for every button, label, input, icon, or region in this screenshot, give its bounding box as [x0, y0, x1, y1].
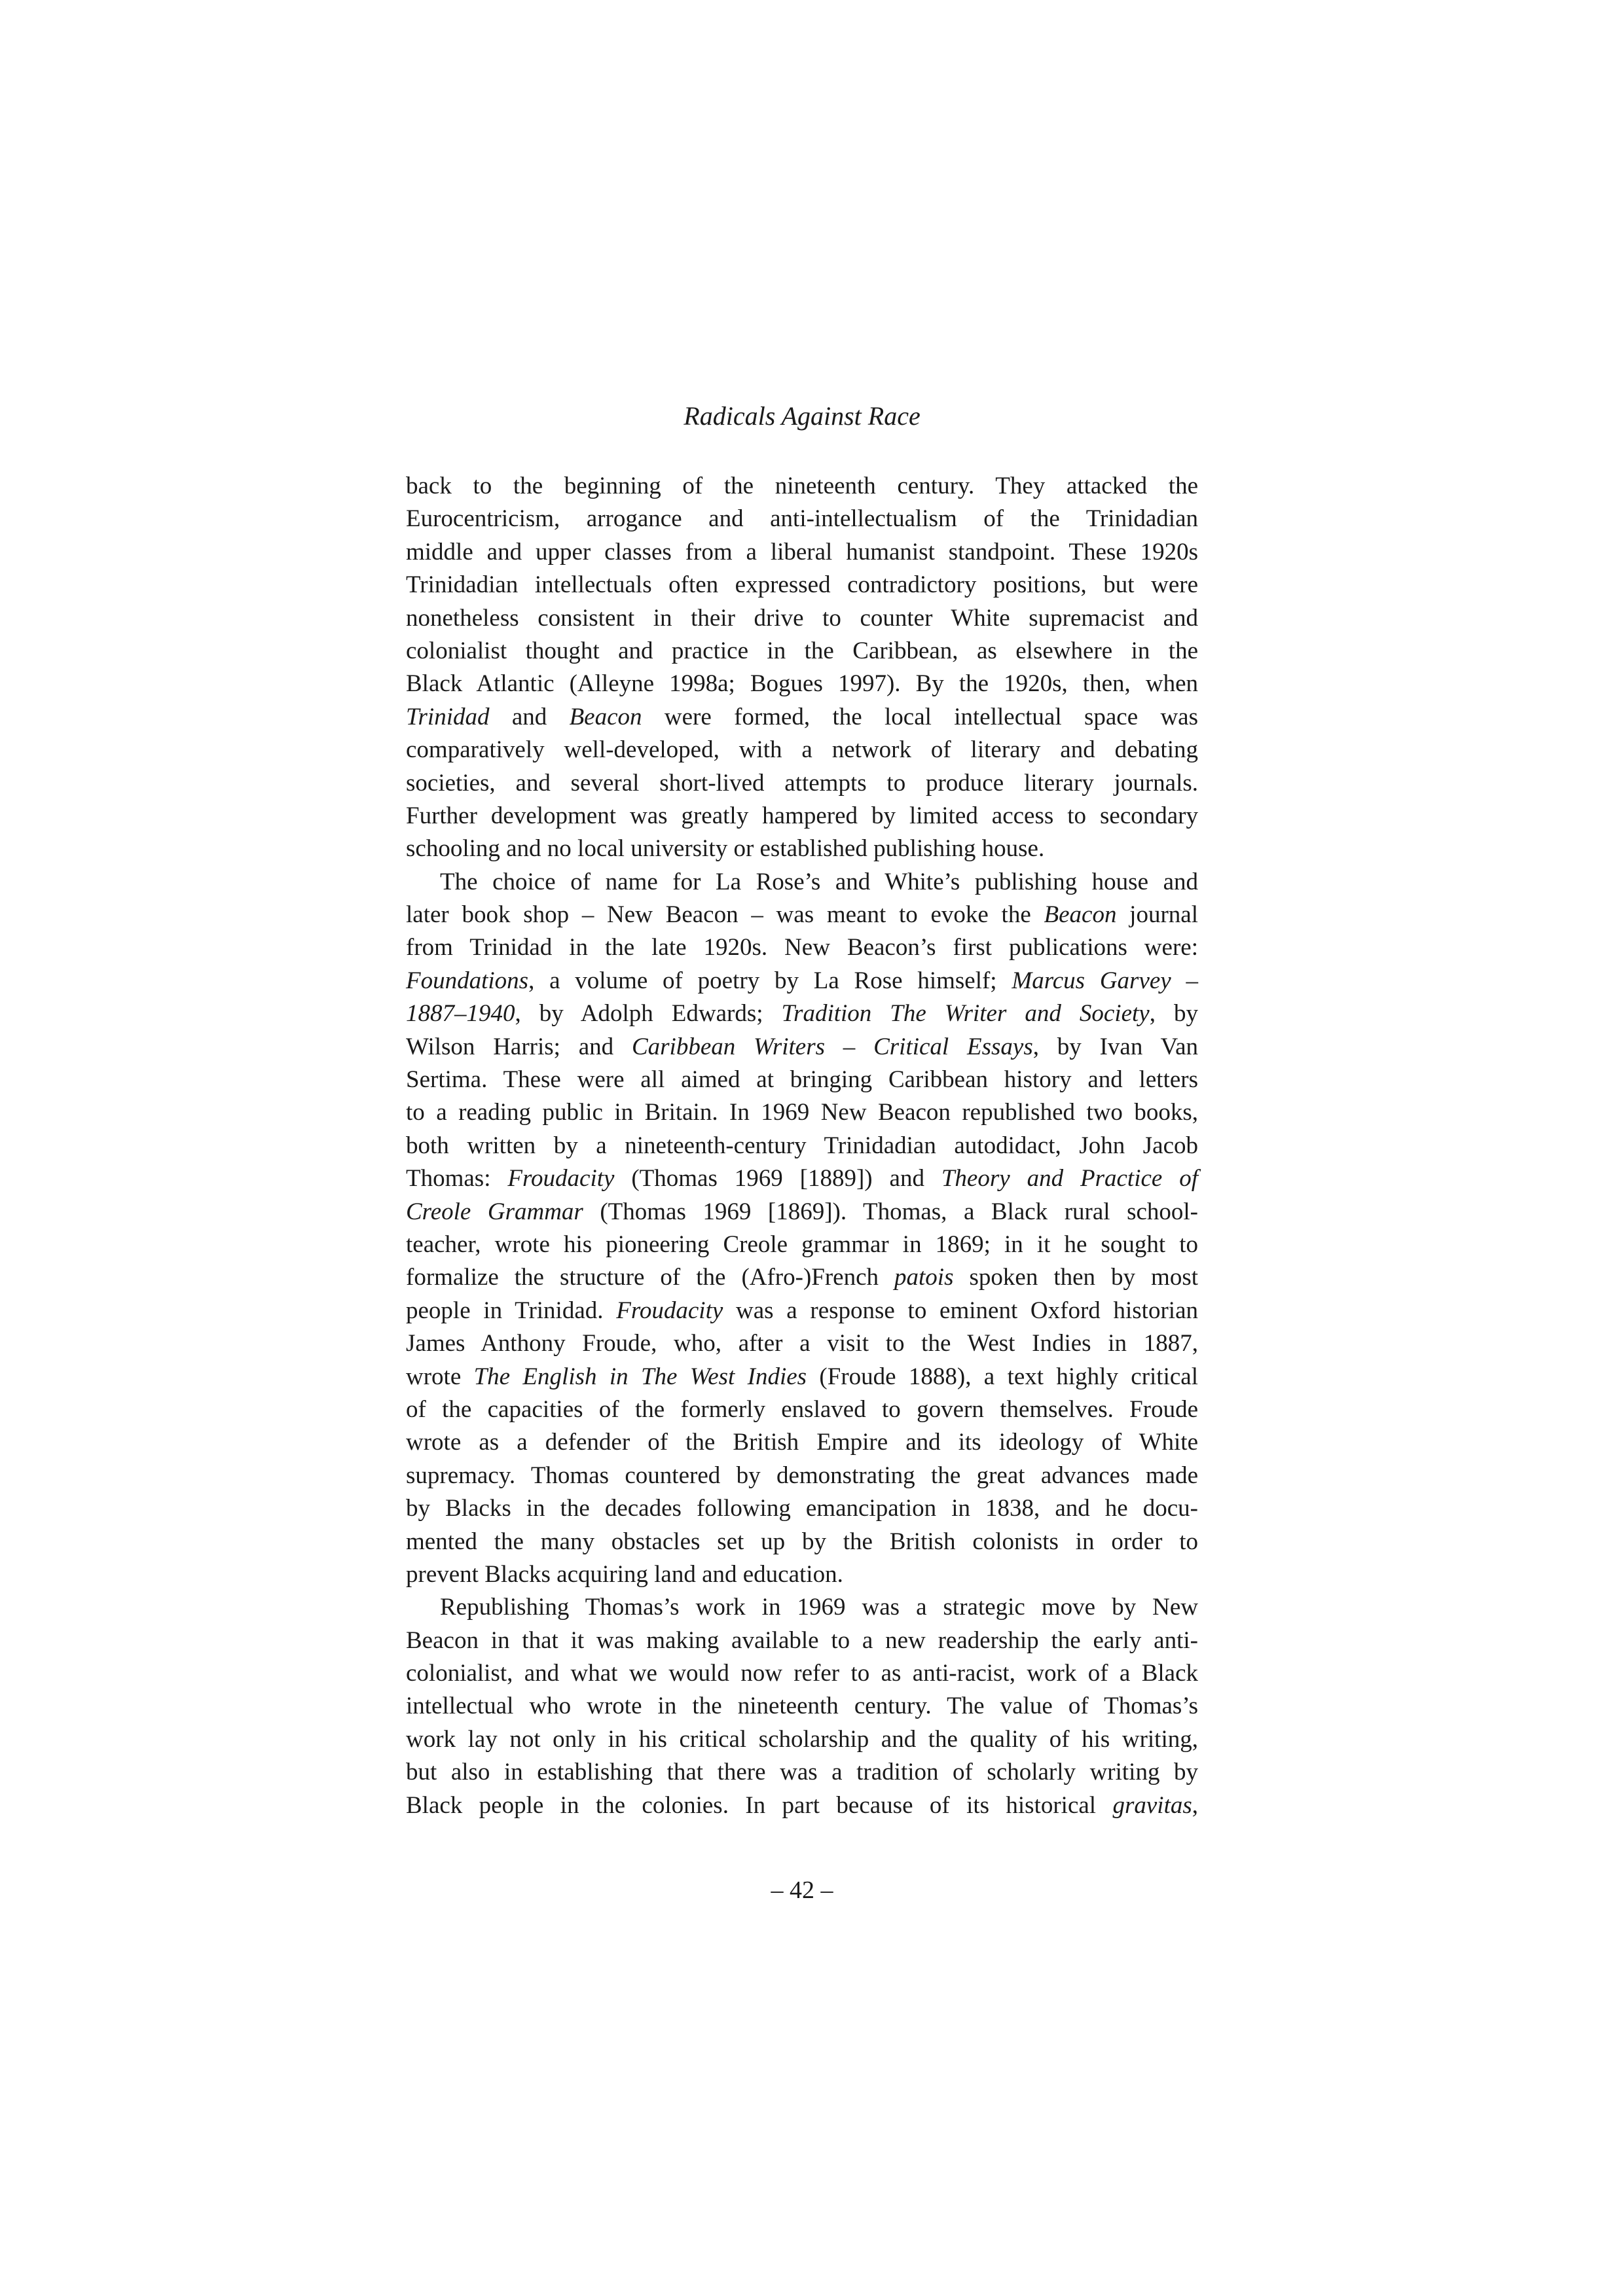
text-run: (Thomas 1969 [1869]). Thomas, a Black rural school- [583, 1198, 1198, 1225]
text-line [406, 1789, 1198, 1822]
text-line [406, 1624, 1198, 1657]
text-run: Thomas: [406, 1165, 508, 1193]
text-line [406, 1526, 1198, 1558]
text-line [406, 1492, 1198, 1525]
text-line [406, 635, 1198, 668]
text-run: (Froude 1888), a text highly critical [807, 1363, 1198, 1390]
text-line [406, 1690, 1198, 1723]
text-run: nonetheless consistent in their drive to counter White supremacist and [406, 604, 1198, 632]
text-line [406, 569, 1198, 601]
text-run: Eurocentricism, arrogance and anti-intellectualism of the Trinidadian [406, 505, 1198, 533]
text-line [406, 1196, 1198, 1229]
page-number: – 42 – [771, 1876, 833, 1904]
text-run: Sertima. These were all aimed at bringing Caribbean history and letters [406, 1066, 1198, 1094]
text-line [406, 866, 1198, 899]
text-line [406, 602, 1198, 635]
text-run: societies, and several short-lived attempts to produce literary journals. [406, 769, 1198, 797]
text-run: (Thomas 1969 [1889]) and [614, 1165, 941, 1193]
text-line [406, 1130, 1198, 1162]
text-line [406, 1261, 1198, 1294]
text-run: intellectual who wrote in the nineteenth century. The value of Thomas’s [406, 1693, 1198, 1720]
italic-text: Foundations [406, 967, 529, 994]
text-run: schooling and no local university or established publishing house. [406, 835, 1045, 863]
text-run: colonialist, and what we would now refer to as anti-racist, work of a Black [406, 1660, 1198, 1687]
italic-text: Theory and Practice of [941, 1165, 1198, 1193]
text-run: were formed, the local intellectual space was [642, 703, 1198, 730]
text-run: journal [1116, 901, 1198, 929]
text-run: Wilson Harris; and [406, 1033, 632, 1060]
text-line [406, 1064, 1198, 1096]
text-line [406, 668, 1198, 700]
italic-text: patois [894, 1264, 954, 1291]
text-run: Black Atlantic (Alleyne 1998a; Bogues 1997). By the 1920s, then, when [406, 670, 1198, 698]
italic-text: 1887–1940 [406, 1000, 515, 1028]
text-run: work lay not only in his critical scholarship and the quality of his writing, [406, 1725, 1198, 1753]
text-line [406, 1657, 1198, 1690]
text-run: colonialist thought and practice in the Caribbean, as elsewhere in the [406, 637, 1198, 664]
text-line [406, 1361, 1198, 1393]
italic-text: Caribbean Writers – Critical Essays [631, 1033, 1033, 1060]
italic-text: Tradition The Writer and Society [781, 1000, 1150, 1028]
text-line [406, 1393, 1198, 1426]
text-run: , by Ivan Van [1032, 1033, 1198, 1060]
text-line [406, 1460, 1198, 1492]
text-run: , by Adolph Edwards; [515, 1000, 782, 1028]
paragraph [406, 866, 1198, 1592]
text-run: mented the many obstacles set up by the British colonists in order to [406, 1528, 1198, 1555]
text-run: Further development was greatly hampered by limited access to secondary [406, 802, 1198, 829]
italic-text: Froudacity [507, 1165, 615, 1193]
text-run: of the capacities of the formerly enslaved to govern themselves. Froude [406, 1395, 1198, 1423]
text-line [406, 1031, 1198, 1064]
text-run: both written by a nineteenth-century Trinidadian autodidact, John Jacob [406, 1132, 1198, 1159]
text-line [406, 767, 1198, 800]
italic-text: Creole Grammar [406, 1198, 583, 1225]
text-line [406, 833, 1198, 865]
text-line [406, 800, 1198, 833]
text-run: prevent Blacks acquiring land and education. [406, 1560, 843, 1588]
text-line [406, 1558, 1198, 1591]
text-run: but also in establishing that there was a tradition of scholarly writing by [406, 1759, 1198, 1786]
text-run: from Trinidad in the late 1920s. New Beacon’s first publications were: [406, 934, 1198, 961]
text-line [406, 899, 1198, 931]
text-run: comparatively well-developed, with a network of literary and debating [406, 736, 1198, 764]
text-run: Trinidadian intellectuals often expressed contradictory positions, but were [406, 571, 1198, 599]
text-line [406, 965, 1198, 997]
text-run: wrote [406, 1363, 474, 1390]
italic-text: Beacon [569, 703, 642, 730]
text-line [406, 997, 1198, 1030]
text-line [406, 1096, 1198, 1129]
italic-text: gravitas [1112, 1791, 1192, 1819]
text-line [406, 1756, 1198, 1789]
text-run: middle and upper classes from a liberal humanist standpoint. These 1920s [406, 538, 1198, 565]
text-run: people in Trinidad. [406, 1297, 617, 1324]
running-head: Radicals Against Race [684, 401, 921, 431]
text-run: Black people in the colonies. In part because of its historical [406, 1791, 1113, 1819]
italic-text: Froudacity [616, 1297, 723, 1324]
italic-text: Marcus Garvey – [1012, 967, 1198, 994]
text-run: supremacy. Thomas countered by demonstrating the great advances made [406, 1462, 1198, 1489]
text-line [406, 470, 1198, 503]
text-line [406, 536, 1198, 569]
text-run: formalize the structure of the (Afro-)French [406, 1264, 895, 1291]
text-line [406, 1229, 1198, 1261]
text-line [406, 931, 1198, 964]
text-line [406, 1591, 1198, 1624]
text-run: teacher, wrote his pioneering Creole grammar in 1869; in it he sought to [406, 1230, 1198, 1258]
text-line [406, 1426, 1198, 1459]
text-line [406, 1327, 1198, 1360]
text-run: spoken then by most [953, 1264, 1199, 1291]
text-run: to a reading public in Britain. In 1969 New Beacon republished two books, [406, 1099, 1198, 1126]
body-text [406, 470, 1198, 1822]
italic-text: Trinidad [406, 703, 490, 730]
text-run: by Blacks in the decades following emancipation in 1838, and he docu- [406, 1495, 1198, 1522]
text-run: James Anthony Froude, who, after a visit to the West Indies in 1887, [406, 1330, 1198, 1357]
text-run: , a volume of poetry by La Rose himself; [528, 967, 1012, 994]
text-run: The choice of name for La Rose’s and White’s publishing house and [440, 868, 1198, 895]
italic-text: Beacon [1044, 901, 1117, 929]
text-run: , by [1149, 1000, 1198, 1028]
text-run: and [489, 703, 570, 730]
italic-text: The English in The West Indies [473, 1363, 807, 1390]
text-line [406, 701, 1198, 734]
text-line [406, 1723, 1198, 1756]
text-run: Republishing Thomas’s work in 1969 was a strategic move by New [440, 1594, 1198, 1621]
text-line [406, 734, 1198, 766]
text-line [406, 1295, 1198, 1327]
paragraph [406, 470, 1198, 866]
text-line [406, 1162, 1198, 1195]
text-run: back to the beginning of the nineteenth century. They attacked the [406, 473, 1198, 499]
text-run: was a response to eminent Oxford historian [723, 1297, 1198, 1324]
text-run: , [1192, 1791, 1198, 1819]
text-line [406, 503, 1198, 535]
text-run: Beacon in that it was making available to a new readership the early anti- [406, 1626, 1198, 1654]
text-run: wrote as a defender of the British Empire and its ideology of White [406, 1429, 1198, 1456]
text-run: later book shop – New Beacon – was meant to evoke the [406, 901, 1044, 929]
paragraph [406, 1591, 1198, 1822]
